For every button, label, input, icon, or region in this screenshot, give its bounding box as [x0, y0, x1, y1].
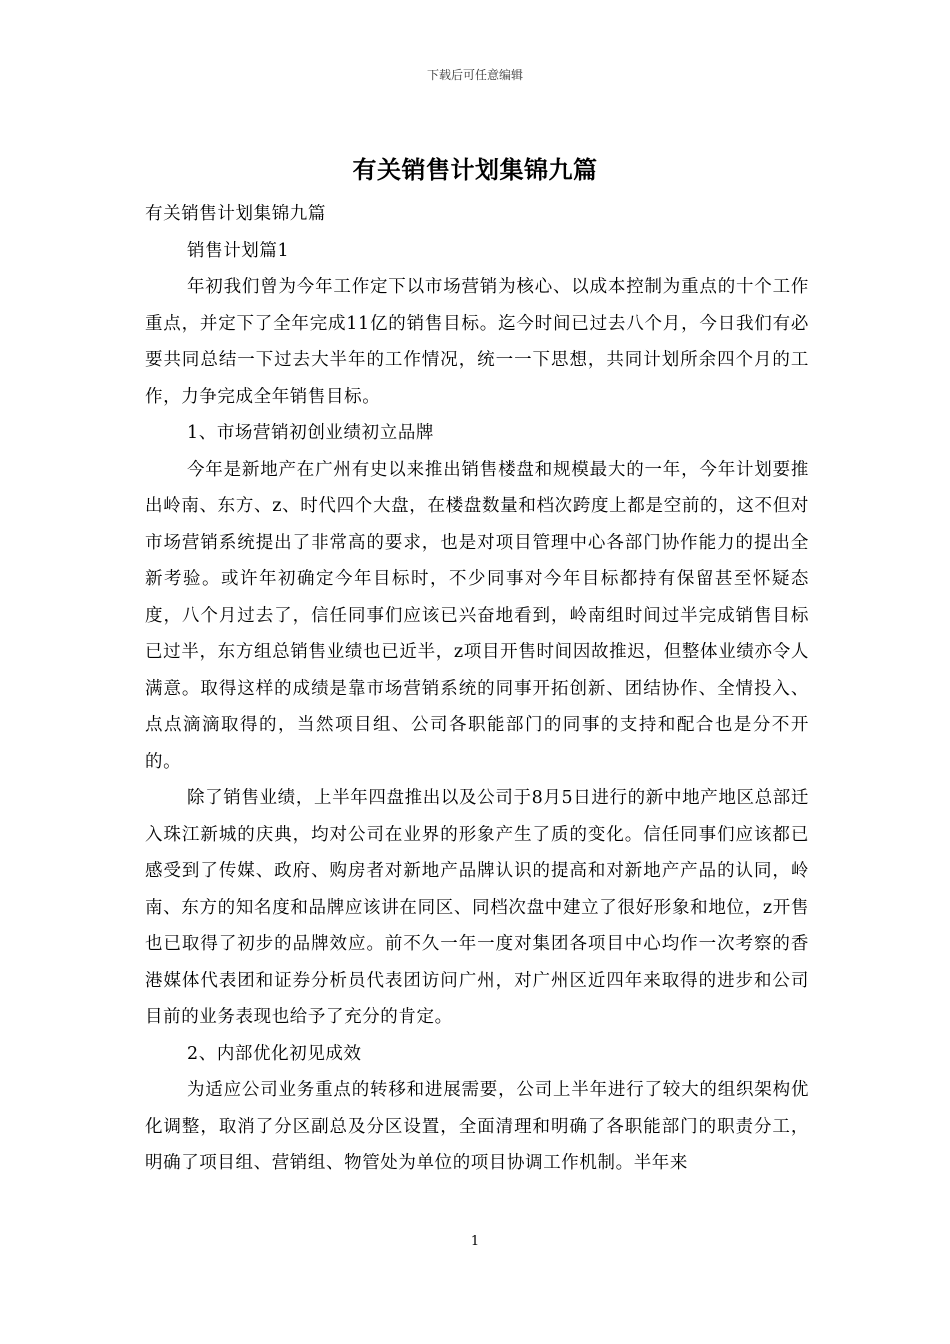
paragraph-brand-image: 除了销售业绩，上半年四盘推出以及公司于8月5日进行的新中地产地区总部迁入珠江新城的庆典，均对公司在业界的形象产生了质的变化。信任同事们应该都已感受到了传媒、政府、购房者对新地产品牌认识的提高和对新地产产品的认同，岭南、东方的知名度和品牌应该讲在同区、同档次盘中建立了很好形象和地位，z开售也已取得了初步的品牌效应。前不久一年一度对集团各项目中心均作一次考察的香港媒体代表团和证券分析员代表团访问广州，对广州区近四年来取得的进步和公司目前的业务表现也给予了充分的肯定。 — [145, 788, 809, 1027]
document-title: 有关销售计划集锦九篇 — [352, 155, 598, 184]
paragraph-heading-internal: 2、内部优化初见成效 — [187, 1043, 362, 1064]
paragraph-section-heading: 销售计划篇1 — [187, 240, 290, 261]
page-number: 1 — [470, 1234, 480, 1249]
paragraph-marketing-results: 今年是新地产在广州有史以来推出销售楼盘和规模最大的一年，今年计划要推出岭南、东方、z、时代四个大盘，在楼盘数量和档次跨度上都是空前的，这不但对市场营销系统提出了非常高的要求，也是对项目管理中心各部门协作能力的提出全新考验。或许年初确定今年目标时，不少同事对今年目标都持有保留甚至怀疑态度，八个月过去了，信任同事们应该已兴奋地看到，岭南组时间过半完成销售目标已过半，东方组总销售业绩也已近半，z项目开售时间因故推迟，但整体业绩亦令人满意。取得这样的成绩是靠市场营销系统的同事开拓创新、团结协作、全情投入、点点滴滴取得的，当然项目组、公司各职能部门的同事的支持和配合也是分不开的。 — [145, 459, 809, 772]
header-note: 下载后可任意编辑 — [426, 68, 523, 82]
paragraph-internal-optimization: 为适应公司业务重点的转移和进展需要，公司上半年进行了较大的组织架构优化调整，取消了分区副总及分区设置，全面清理和明确了各职能部门的职责分工，明确了项目组、营销组、物管处为单位的项目协调工作机制。半年来 — [145, 1080, 809, 1173]
paragraph-subtitle: 有关销售计划集锦九篇 — [145, 204, 326, 224]
paragraph-intro: 年初我们曾为今年工作定下以市场营销为核心、以成本控制为重点的十个工作重点，并定下了全年完成11亿的销售目标。迄今时间已过去八个月，今日我们有必要共同总结一下过去大半年的工作情况，统一一下思想，共同计划所余四个月的工作，力争完成全年销售目标。 — [145, 277, 809, 407]
paragraph-heading-marketing: 1、市场营销初创业绩初立品牌 — [187, 423, 435, 443]
document-body — [145, 196, 809, 1182]
